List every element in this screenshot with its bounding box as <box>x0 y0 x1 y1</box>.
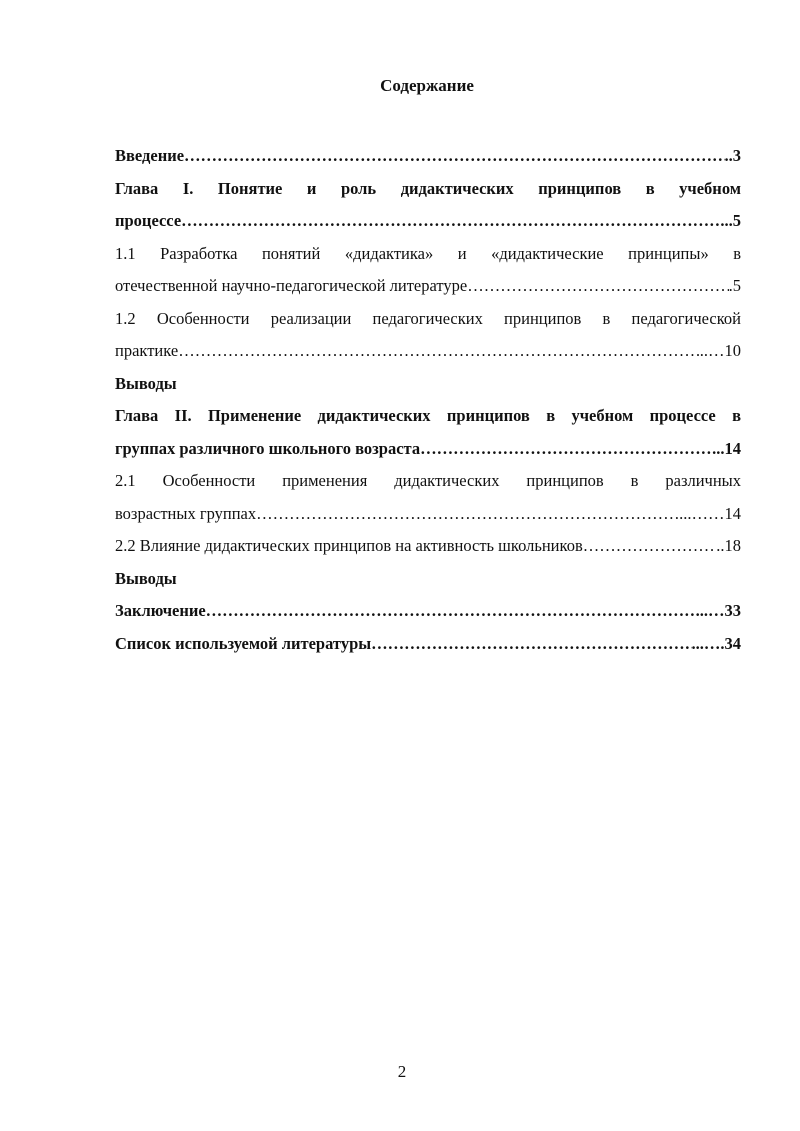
toc-page-ref: ...….34 <box>691 633 741 653</box>
dot-leader <box>420 433 712 466</box>
toc-entry-text: Введение <box>115 146 185 165</box>
toc-entry-conclusions-1[interactable]: Выводы <box>115 373 177 393</box>
toc-entry-chapter-2-line-2[interactable] <box>115 433 741 466</box>
toc-page-ref: .5 <box>728 276 741 295</box>
toc-entry-section-1-1-line-1[interactable]: 1.1 Разработка понятий «дидактика» и «дидактические принципы» в <box>115 243 741 263</box>
dot-leader <box>583 530 717 563</box>
toc-entry-conclusions-2[interactable]: Выводы <box>115 568 177 588</box>
toc-entry-text: Заключение <box>115 601 206 620</box>
toc-entry-text: отечественной научно-педагогической литературе <box>115 276 468 295</box>
toc-entry-section-1-2-line-1[interactable]: 1.2 Особенности реализации педагогических принципов в педагогической <box>115 308 741 328</box>
toc-entry-chapter-1-line-2[interactable] <box>115 205 741 238</box>
toc-page-ref: ...……14 <box>679 503 741 523</box>
dot-leader <box>371 628 691 661</box>
toc-entry-chapter-1-line-1[interactable]: Глава I. Понятие и роль дидактических принципов в учебном <box>115 178 741 198</box>
toc-entry-text: 2.2 Влияние дидактических принципов на активность школьников <box>115 536 583 555</box>
toc-entry-section-2-2[interactable] <box>115 530 741 563</box>
toc-page-ref: ...14 <box>712 438 741 458</box>
toc-entry-text: группах различного школьного возраста <box>115 438 421 458</box>
toc-entry-text: процессе <box>115 211 182 230</box>
dot-leader <box>181 205 720 238</box>
dot-leader <box>178 335 700 368</box>
dot-leader <box>206 595 696 628</box>
toc-page-ref: ..…10 <box>699 341 741 360</box>
toc-entry-introduction[interactable] <box>115 140 741 173</box>
page-title: Содержание <box>380 76 474 95</box>
toc-page-ref: ..18 <box>716 536 741 555</box>
toc-entry-text: возрастных группах <box>115 503 257 523</box>
dot-leader <box>184 140 724 173</box>
toc-entry-references[interactable] <box>115 628 741 661</box>
dot-leader <box>467 270 728 303</box>
table-of-contents <box>115 140 741 660</box>
toc-entry-section-1-2-line-2[interactable] <box>115 335 741 368</box>
toc-entry-section-1-1-line-2[interactable] <box>115 270 741 303</box>
toc-entry-text: практике <box>115 341 179 360</box>
toc-entry-chapter-2-line-1[interactable]: Глава II. Применение дидактических принципов в учебном процессе в <box>115 406 741 425</box>
toc-entry-section-2-1-line-1[interactable]: 2.1 Особенности применения дидактических принципов в различных <box>115 471 741 490</box>
page-number: 2 <box>397 1062 407 1081</box>
toc-entry-text: Список используемой литературы <box>115 633 372 653</box>
toc-page-ref: ...…33 <box>695 601 741 620</box>
toc-page-ref: ...5 <box>720 211 741 230</box>
toc-entry-conclusion[interactable] <box>115 595 741 628</box>
toc-entry-section-2-1-line-2[interactable] <box>115 498 741 531</box>
toc-page-ref: ..3 <box>724 146 741 165</box>
dot-leader <box>256 498 679 531</box>
